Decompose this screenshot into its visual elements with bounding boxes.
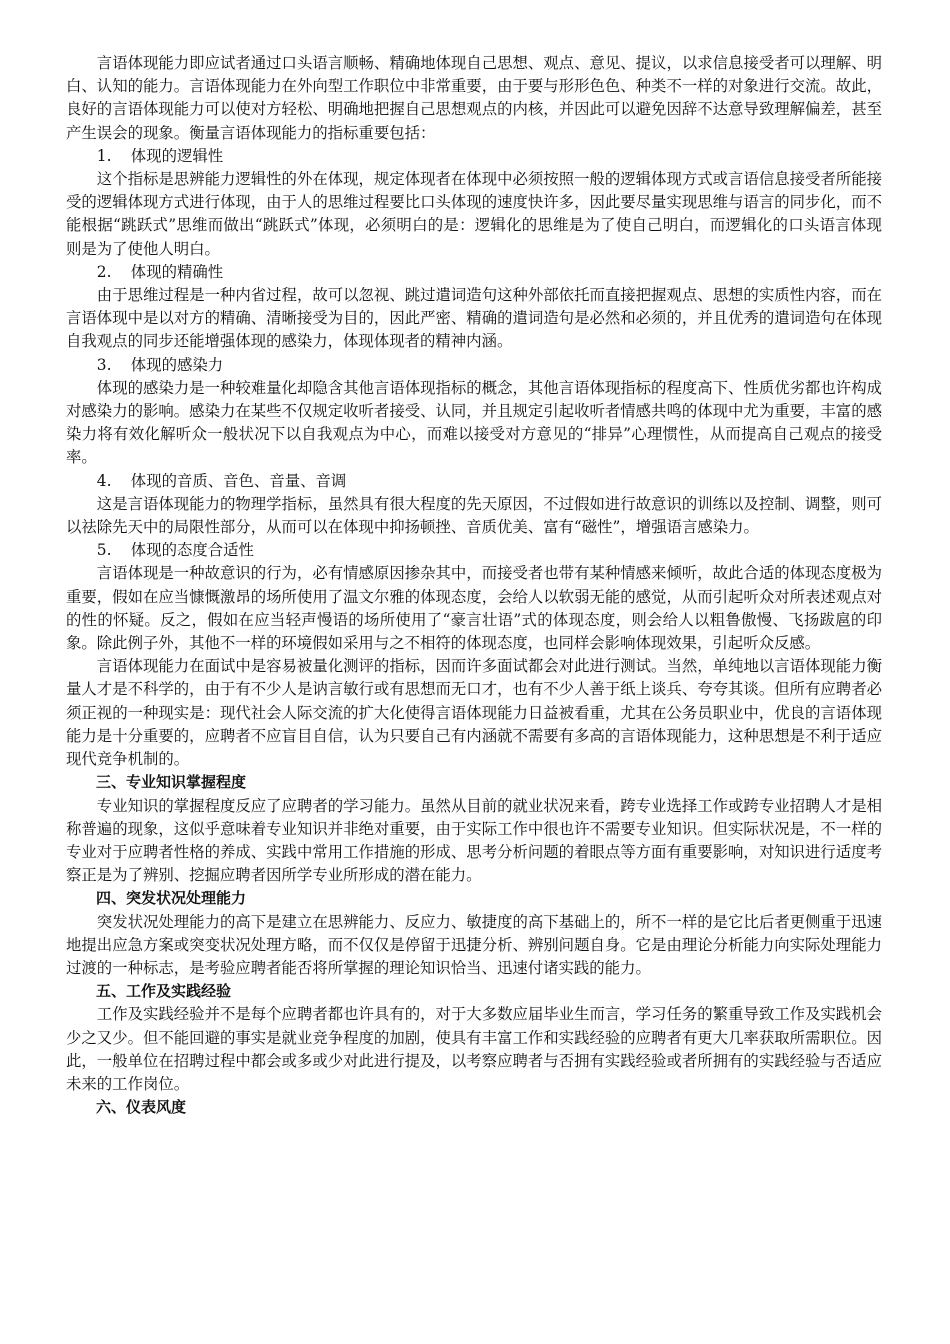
section-heading: 三、专业知识掌握程度 <box>96 773 247 792</box>
item-title: 体现的精确性 <box>130 262 224 281</box>
item-title: 体现的感染力 <box>130 355 224 374</box>
summary-paragraph: 言语体现能力在面试中是容易被量化测评的指标，因而许多面试都会对此进行测试。当然，单纯地以言语体现能力衡量人才是不科学的，由于有不少人是讷言敏行或有思想而无口才，也有不少人善于纸上谈兵、夸夸其谈。但所有应聘者必须正视的一种现实是：现代社会人际交流的扩大化使得言语体现能力日益被看重，尤其在公务员职业中，优良的言语体现能力是十分重要的，应聘者不应盲目自信，认为只要自己有内涵就不需要有多高的言语体现能力，这种思想是不利于适应现代竞争机制的。 <box>66 657 882 769</box>
item-4-title <box>66 470 882 493</box>
section-heading: 五、工作及实践经验 <box>96 982 232 1001</box>
item-5-title <box>66 539 882 562</box>
item-number: 3. <box>96 355 112 374</box>
section-body: 专业知识的掌握程度反应了应聘者的学习能力。虽然从目前的就业状况来看，跨专业选择工作或跨专业招聘人才是相称普遍的现象，这似乎意味着专业知识并非绝对重要，由于实际工作中很也许不需要专业知识。但实际状况是，不一样的专业对于应聘者性格的养成、实践中常用工作措施的形成、思考分析问题的着眼点等方面有重要影响，对知识进行适度考察正是为了辨别、挖掘应聘者因所学专业所形成的潜在能力。 <box>66 796 882 885</box>
item-1-title <box>66 145 882 168</box>
item-1-body: 这个指标是思辨能力逻辑性的外在体现，规定体现者在体现中必须按照一般的逻辑体现方式或言语信息接受者所能接受的逻辑体现方式进行体现，由于人的思维过程要比口头体现的速度快许多，因此要尽量实现思维与语言的同步化，而不能根据“跳跃式”思维而做出“跳跃式”体现，必须明白的是：逻辑化的思维是为了使自己明白，而逻辑化的口头语言体现则是为了使他人明白。 <box>66 170 882 258</box>
section-body: 突发状况处理能力的高下是建立在思辨能力、反应力、敏捷度的高下基础上的，所不一样的是它比后者更侧重于迅速地提出应急方案或突变状况处理方略，而不仅仅是停留于迅捷分析、辨别问题自身。它是由理论分析能力向实际处理能力过渡的一种标志，是考验应聘者能否将所掌握的理论知识恰当、迅速付诸实践的能力。 <box>66 912 882 977</box>
item-3-body: 体现的感染力是一种较难量化却隐含其他言语体现指标的概念，其他言语体现指标的程度高下、性质优劣都也许构成对感染力的影响。感染力在某些不仅规定收听者接受、认同，并且规定引起收听者情感共鸣的体现中尤为重要，丰富的感染力将有效化解听众一般状况下以自我观点为中心，而难以接受对方意见的“排异”心理惯性，从而提高自己观点的接受率。 <box>66 378 882 467</box>
section-heading: 四、突发状况处理能力 <box>96 889 247 908</box>
item-number: 4. <box>96 471 112 490</box>
item-2-title <box>66 261 882 284</box>
item-number: 2. <box>96 262 112 281</box>
item-title: 体现的态度合适性 <box>130 541 254 560</box>
section-heading: 六、仪表风度 <box>96 1098 187 1117</box>
item-3-title <box>66 354 882 377</box>
item-2-body: 由于思维过程是一种内省过程，故可以忽视、跳过遣词造句这种外部依托而直接把握观点、思想的实质性内容，而在言语体现中是以对方的精确、清晰接受为目的，因此严密、精确的遣词造句是必然和必须的，并且优秀的遣词造句在体现自我观点的同步还能增强体现的感染力，体现体现者的精神内涵。 <box>66 286 882 351</box>
document-page <box>66 52 882 1119</box>
section-body: 工作及实践经验并不是每个应聘者都也许具有的，对于大多数应届毕业生而言，学习任务的繁重导致工作及实践机会少之又少。但不能回避的事实是就业竞争程度的加剧，使具有丰富工作和实践经验的应聘者有更大几率获取所需职位。因此，一般单位在招聘过程中都会或多或少对此进行提及，以考察应聘者与否拥有实践经验或者所拥有的实践经验与否适应未来的工作岗位。 <box>66 1005 882 1093</box>
item-number: 1. <box>96 146 112 165</box>
item-4-body: 这是言语体现能力的物理学指标，虽然具有很大程度的先天原因，不过假如进行故意识的训练以及控制、调整，则可以祛除先天中的局限性部分，从而可以在体现中抑扬顿挫、音质优美、富有“磁性”，增强语言感染力。 <box>66 494 882 537</box>
intro-paragraph: 言语体现能力即应试者通过口头语言顺畅、精确地体现自己思想、观点、意见、提议，以求信息接受者可以理解、明白、认知的能力。言语体现能力在外向型工作职位中非常重要，由于要与形形色色、种类不一样的对象进行交流。故此，良好的言语体现能力可以使对方轻松、明确地把握自己思想观点的内核，并因此可以避免因辞不达意导致理解偏差，甚至产生误会的现象。衡量言语体现能力的指标重要包括： <box>66 54 882 142</box>
item-title: 体现的音质、音色、音量、音调 <box>130 471 347 490</box>
item-5-body: 言语体现是一种故意识的行为，必有情感原因掺杂其中，而接受者也带有某种情感来倾听，故此合适的体现态度极为重要，假如在应当慷慨激昂的场所使用了温文尔雅的体现态度，会给人以软弱无能的感觉，从而引起听众对所表述观点对的性的怀疑。反之，假如在应当轻声慢语的场所使用了“豪言壮语”式的体现态度，则会给人以粗鲁傲慢、飞扬跋扈的印象。除此例子外，其他不一样的环境假如采用与之不相符的体现态度，也同样会影响体现效果，引起听众反感。 <box>66 564 882 653</box>
item-number: 5. <box>96 541 112 560</box>
item-title: 体现的逻辑性 <box>130 146 224 165</box>
